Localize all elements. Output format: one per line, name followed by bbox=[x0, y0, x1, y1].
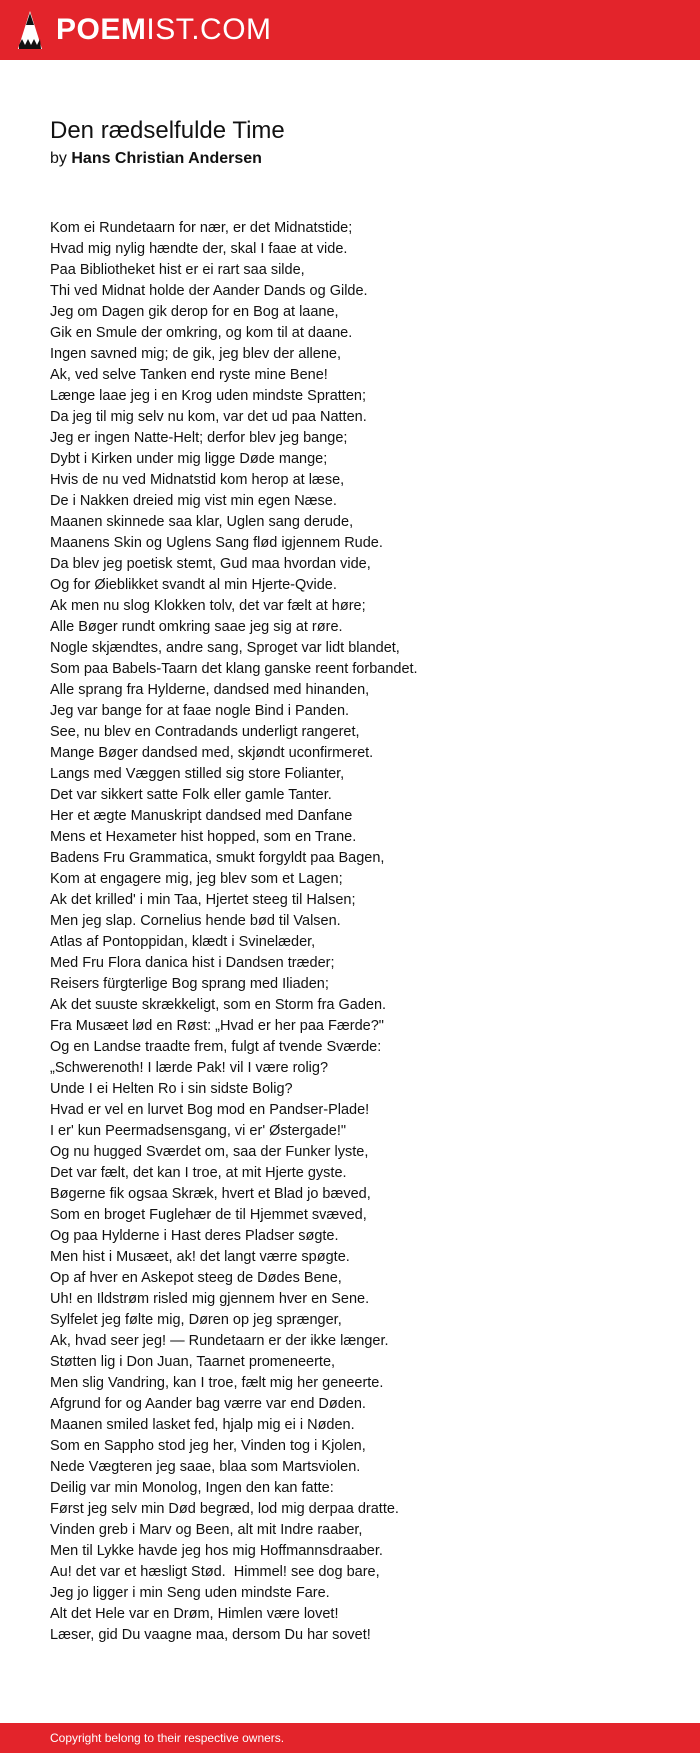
poem-line: Dybt i Kirken under mig ligge Døde mange; bbox=[50, 451, 328, 467]
poem-line: Maanen smiled lasket fed, hjalp mig ei i Nøden. bbox=[50, 1417, 355, 1433]
poem-line: Hvad er vel en lurvet Bog mod en Pandser-Plade! bbox=[50, 1102, 370, 1118]
poem-line: Men jeg slap. Cornelius hende bød til Valsen. bbox=[50, 913, 341, 929]
poem-line: Op af hver en Askepot steeg de Dødes Bene, bbox=[50, 1270, 342, 1286]
poem-line: De i Nakken dreied mig vist min egen Næse. bbox=[50, 493, 337, 509]
poem-line: Læser, gid Du vaagne maa, dersom Du har sovet! bbox=[50, 1627, 371, 1643]
poem-line: Mange Bøger dandsed med, skjøndt uconfirmeret. bbox=[50, 745, 374, 761]
poem-line: Da jeg til mig selv nu kom, var det ud paa Natten. bbox=[50, 409, 367, 425]
poem-line: Afgrund for og Aander bag værre var end Døden. bbox=[50, 1396, 366, 1412]
poem-line: Bøgerne fik ogsaa Skræk, hvert et Blad jo bæved, bbox=[50, 1186, 371, 1202]
poem-line: Ingen savned mig; de gik, jeg blev der allene, bbox=[50, 346, 341, 362]
poem-line: Badens Fru Grammatica, smukt forgyldt paa Bagen, bbox=[50, 850, 385, 866]
poem-line: Det var sikkert satte Folk eller gamle Tanter. bbox=[50, 787, 332, 803]
poem-line: Med Fru Flora danica hist i Dandsen træder; bbox=[50, 955, 335, 971]
author-name: Hans Christian Andersen bbox=[71, 150, 262, 167]
poem-line: Jeg er ingen Natte-Helt; derfor blev jeg bange; bbox=[50, 430, 348, 446]
poem-line: Og paa Hylderne i Hast deres Pladser søgte. bbox=[50, 1228, 339, 1244]
site-footer bbox=[0, 1723, 700, 1753]
poem-line: Jeg om Dagen gik derop for en Bog at laane, bbox=[50, 304, 339, 320]
poem-line: Au! det var et hæsligt Stød. Himmel! see dog bare, bbox=[50, 1564, 380, 1580]
poem-title: Den rædselfulde Time bbox=[50, 117, 285, 144]
poem-line: Da blev jeg poetisk stemt, Gud maa hvordan vide, bbox=[50, 556, 371, 572]
poem-line: Deilig var min Monolog, Ingen den kan fatte: bbox=[50, 1480, 334, 1496]
poem-line: Først jeg selv min Død begræd, lod mig derpaa dratte. bbox=[50, 1501, 399, 1517]
poem-line: Som en Sappho stod jeg her, Vinden tog i Kjolen, bbox=[50, 1438, 366, 1454]
poem-line: Som paa Babels-Taarn det klang ganske reent forbandet. bbox=[50, 661, 418, 677]
site-logo[interactable] bbox=[56, 15, 272, 45]
poem-line: Men til Lykke havde jeg hos mig Hoffmannsdraaber. bbox=[50, 1543, 383, 1559]
poem-line: Kom at engagere mig, jeg blev som et Lagen; bbox=[50, 871, 343, 887]
poem-line: Længe laae jeg i en Krog uden mindste Spratten; bbox=[50, 388, 366, 404]
poem-line: Ak, hvad seer jeg! — Rundetaarn er der ikke længer. bbox=[50, 1333, 389, 1349]
byline bbox=[50, 148, 660, 170]
poem-line: Gik en Smule der omkring, og kom til at daane. bbox=[50, 325, 353, 341]
poem-line: Hvis de nu ved Midnatstid kom herop at læse, bbox=[50, 472, 345, 488]
poem-line: Men hist i Musæet, ak! det langt værre spøgte. bbox=[50, 1249, 350, 1265]
pencil-tip-icon[interactable] bbox=[18, 11, 42, 49]
poem-line: Her et ægte Manuskript dandsed med Danfane bbox=[50, 808, 353, 824]
logo-bold-text: POEM bbox=[56, 13, 147, 46]
poem-line: Alle Bøger rundt omkring saae jeg sig at røre. bbox=[50, 619, 343, 635]
poem-line: Paa Bibliotheket hist er ei rart saa silde, bbox=[50, 262, 305, 278]
poem-line: Fra Musæet lød en Røst: „Hvad er her paa Færde?" bbox=[50, 1018, 384, 1034]
poem-line: Mens et Hexameter hist hopped, som en Trane. bbox=[50, 829, 357, 845]
logo-light-text: IST.COM bbox=[146, 13, 272, 46]
poem-line: See, nu blev en Contradands underligt rangeret, bbox=[50, 724, 360, 740]
poem-header bbox=[50, 114, 660, 170]
poem-line: Sylfelet jeg følte mig, Døren op jeg sprænger, bbox=[50, 1312, 342, 1328]
poem-line: Maanen skinnede saa klar, Uglen sang derude, bbox=[50, 514, 354, 530]
poem-line: Støtten lig i Don Juan, Taarnet promeneerte, bbox=[50, 1354, 336, 1370]
poem-line: Kom ei Rundetaarn for nær, er det Midnatstide; bbox=[50, 220, 353, 236]
poem-line: Maanens Skin og Uglens Sang flød igjennem Rude. bbox=[50, 535, 383, 551]
poem-line: Men slig Vandring, kan I troe, fælt mig her geneerte. bbox=[50, 1375, 384, 1391]
poem-line: Alle sprang fra Hylderne, dandsed med hinanden, bbox=[50, 682, 370, 698]
site-header bbox=[0, 0, 700, 60]
poem-line: Og en Landse traadte frem, fulgt af tvende Sværde: bbox=[50, 1039, 382, 1055]
poem-line: Jeg var bange for at faae nogle Bind i Panden. bbox=[50, 703, 350, 719]
poem-line: Det var fælt, det kan I troe, at mit Hjerte gyste. bbox=[50, 1165, 347, 1181]
poem-line: Og for Øieblikket svandt al min Hjerte-Qvide. bbox=[50, 577, 337, 593]
by-prefix: by bbox=[50, 150, 67, 167]
poem-line: Unde I ei Helten Ro i sin sidste Bolig? bbox=[50, 1081, 293, 1097]
poem-line: Alt det Hele var en Drøm, Himlen være lovet! bbox=[50, 1606, 339, 1622]
poem-line: Hvad mig nylig hændte der, skal I faae at vide. bbox=[50, 241, 348, 257]
poem-line: Thi ved Midnat holde der Aander Dands og Gilde. bbox=[50, 283, 368, 299]
poem-line: Som en broget Fuglehær de til Hjemmet svæved, bbox=[50, 1207, 367, 1223]
copyright-text: Copyright belong to their respective owners. bbox=[50, 1731, 285, 1745]
poem-line: Uh! en Ildstrøm risled mig gjennem hver en Sene. bbox=[50, 1291, 370, 1307]
poem-body bbox=[50, 218, 670, 1646]
poem-line: Langs med Væggen stilled sig store Folianter, bbox=[50, 766, 345, 782]
poem-line: Og nu hugged Sværdet om, saa der Funker lyste, bbox=[50, 1144, 369, 1160]
poem-line: „Schwerenoth! I lærde Pak! vil I være rolig? bbox=[50, 1060, 329, 1076]
poem-line: Reisers fürgterlige Bog sprang med Iliaden; bbox=[50, 976, 329, 992]
poem-line: Jeg jo ligger i min Seng uden mindste Fare. bbox=[50, 1585, 330, 1601]
poem-line: Ak men nu slog Klokken tolv, det var fælt at høre; bbox=[50, 598, 366, 614]
poem-line: Ak det krilled' i min Taa, Hjertet steeg til Halsen; bbox=[50, 892, 356, 908]
poem-line: Nogle skjændtes, andre sang, Sproget var lidt blandet, bbox=[50, 640, 400, 656]
poem-line: I er' kun Peermadsensgang, vi er' Østergade!" bbox=[50, 1123, 347, 1139]
poem-line: Atlas af Pontoppidan, klædt i Svinelæder, bbox=[50, 934, 316, 950]
poem-line: Nede Vægteren jeg saae, blaa som Martsviolen. bbox=[50, 1459, 361, 1475]
poem-line: Ak det suuste skrækkeligt, som en Storm fra Gaden. bbox=[50, 997, 387, 1013]
poem-line: Vinden greb i Marv og Been, alt mit Indre raaber, bbox=[50, 1522, 363, 1538]
poem-line: Ak, ved selve Tanken end ryste mine Bene! bbox=[50, 367, 328, 383]
